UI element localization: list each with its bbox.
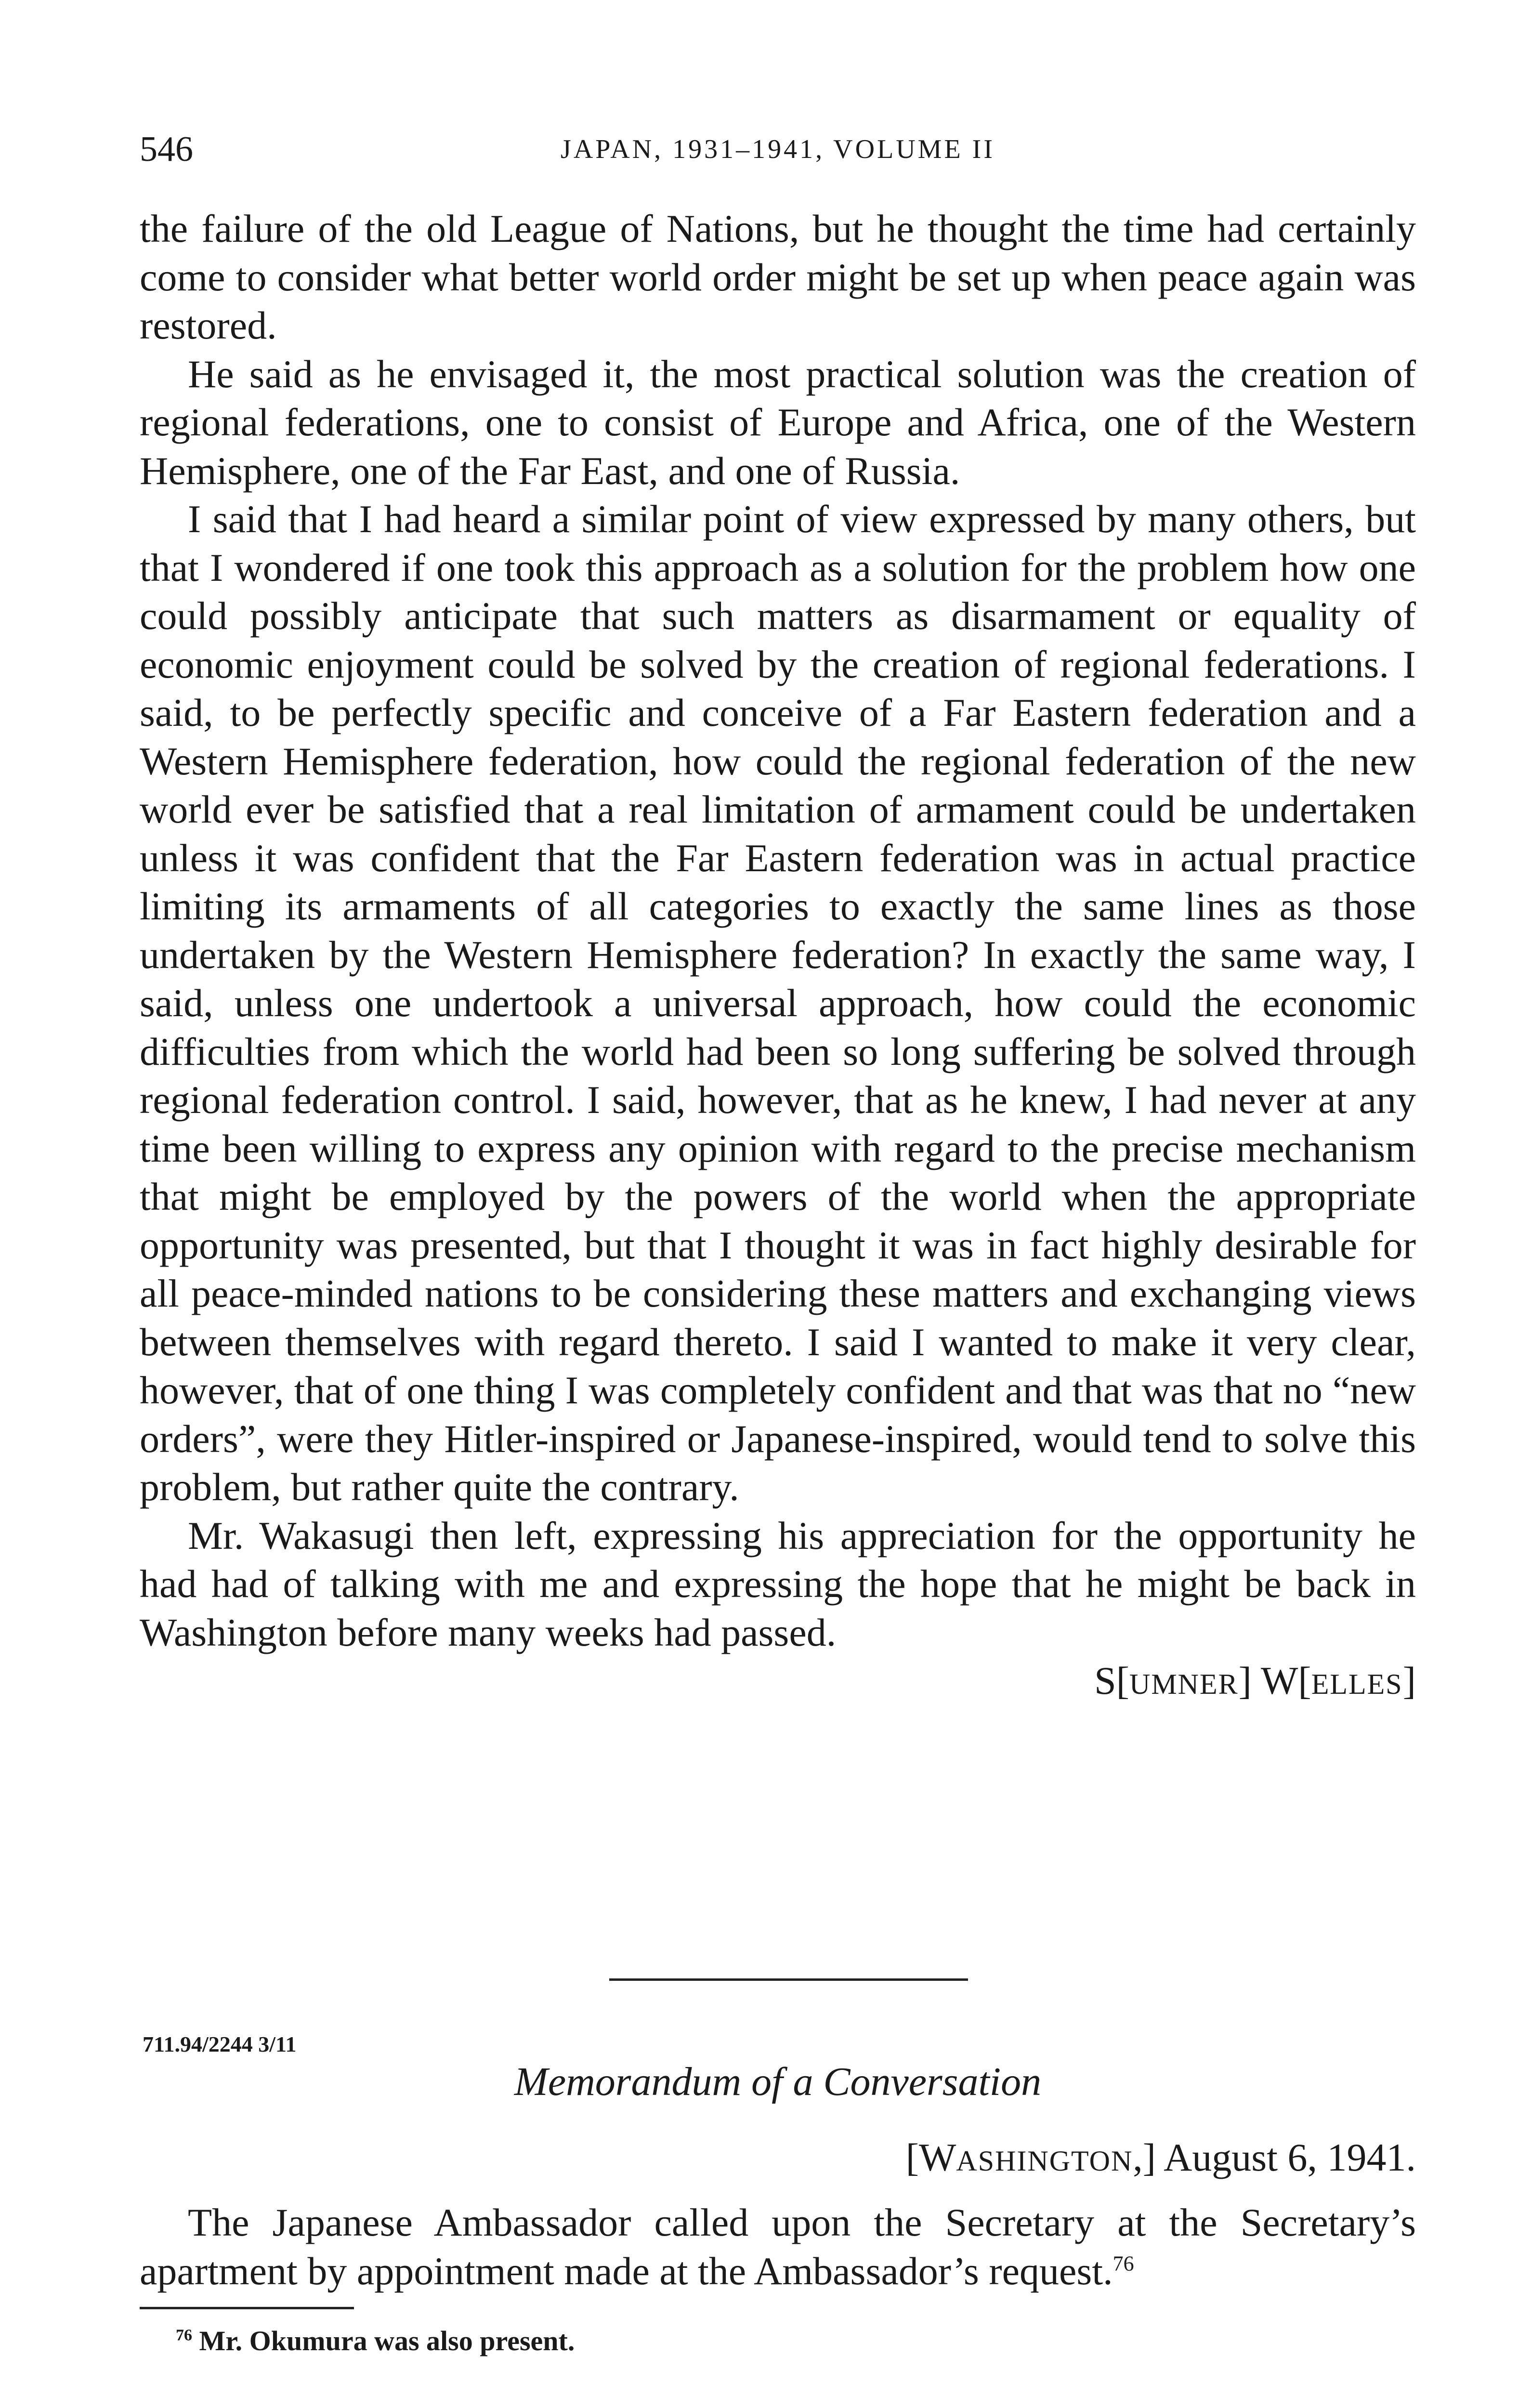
memo-title: Memorandum of a Conversation	[514, 2059, 1042, 2104]
footnote	[176, 2324, 575, 2358]
page-header	[140, 128, 1416, 171]
signature-mid: ] W[	[1238, 1659, 1311, 1702]
dateline	[140, 2133, 1416, 2185]
memo-text: The Japanese Ambassador called upon the Secretary at the Secretary’s apartment by appointment made at the Ambassador’s request.	[140, 2200, 1416, 2293]
dateline-place: ASHINGTON	[956, 2145, 1133, 2177]
paragraph-response: I said that I had heard a similar point of view expressed by many others, but that I wondered if one took this approach as a solution for the problem how one could possibly anticipate that such matters as disarmament or equality of economic enjoyment could be solved by the creation of regional federations. I said, to be perfectly specific and conceive of a Far Eastern federation and a Western Hemisphere federation, how could the regional federation of the new world ever be satisfied that a real limitation of armament could be undertaken unless it was confident that the Far Eastern federation was in actual practice limiting its armaments of all categories to exactly the same lines as those undertaken by the Western Hemisphere federation? In exactly the same way, I said, unless one undertook a universal approach, how could the economic difficulties from which the world had been so long suffering be solved through regional federation control. I said, however, that as he knew, I had never at any time been willing to express any opinion with regard to the precise mechanism that might be employed by the powers of the world when the appropriate opportunity was presented, but that I thought it was in fact highly desirable for all peace-minded nations to be considering these matters and exchanging views between themselves with regard thereto. I said I wanted to make it very clear, however, that of one thing I was completely confident and that was that no “new orders”, were they Hitler-inspired or Japanese-inspired, would tend to solve this problem, but rather quite the contrary.	[140, 497, 1416, 1509]
footnote-divider	[140, 2307, 354, 2309]
page-number: 546	[140, 130, 193, 169]
running-head: JAPAN, 1931–1941, VOLUME II	[561, 134, 995, 164]
dateline-close: ,]	[1133, 2135, 1156, 2179]
dateline-date: August 6, 1941.	[1156, 2135, 1416, 2179]
memo-body	[140, 2199, 1416, 2295]
paragraph-continued: the failure of the old League of Nations, but he thought the time had certainly come to consider what better world order might be set up when peace again was restored.	[140, 207, 1416, 347]
signature-s: S[	[1094, 1659, 1129, 1702]
signature-w-rest: ELLES	[1311, 1668, 1403, 1700]
body-text	[140, 205, 1416, 1709]
footnote-reference[interactable]: 76	[1112, 2251, 1134, 2276]
signature	[140, 1657, 1416, 1709]
footnote-text: Mr. Okumura was also present.	[192, 2325, 575, 2356]
footnote-mark: 76	[176, 2326, 192, 2344]
signature-s-rest: UMNER	[1129, 1668, 1239, 1700]
dateline-open: [W	[905, 2135, 956, 2179]
signature-end: ]	[1402, 1659, 1416, 1702]
paragraph-departure: Mr. Wakasugi then left, expressing his appreciation for the opportunity he had had of talking with me and expressing the hope that he might be back in Washington before many weeks had passed.	[140, 1513, 1416, 1654]
section-divider	[609, 1978, 968, 1981]
memo-paragraph	[140, 2199, 1416, 2295]
paragraph-regional-federations: He said as he envisaged it, the most practical solution was the creation of regional federations, one to consist of Europe and Africa, one of the Western Hemisphere, one of the Far East, and one of Russia.	[140, 352, 1416, 493]
file-number: 711.94/2244 3/11	[143, 2032, 297, 2056]
